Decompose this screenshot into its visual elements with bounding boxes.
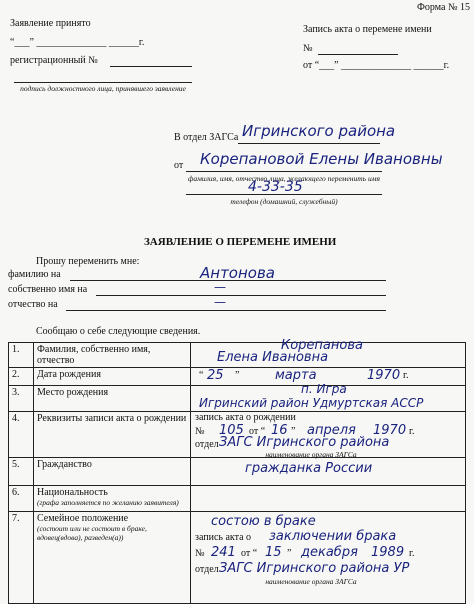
- table-row: [9, 458, 466, 486]
- to-line: [238, 143, 380, 144]
- record-date-line: от “___” ______________ ______г.: [303, 60, 450, 71]
- reg-number-line: [110, 66, 192, 67]
- table-row: [9, 486, 466, 512]
- row-number: 2.: [9, 368, 34, 386]
- first-name-line: [96, 295, 386, 296]
- row-number: 6.: [9, 486, 34, 512]
- marital-status-value: состою в браке: [211, 514, 316, 529]
- birth-record-office: ЗАГС Игринского района: [219, 435, 390, 450]
- surname-value: Антонова: [200, 264, 275, 282]
- from-caption: фамилия, имя, отчество лица, желающего переменить имя: [188, 174, 380, 183]
- form-number: Форма № 15: [417, 2, 470, 13]
- row-label: Реквизиты записи акта о рождении: [34, 412, 191, 458]
- table-row: [9, 512, 466, 604]
- birth-month: марта: [275, 368, 317, 383]
- row-label: Семейное положение: [37, 513, 129, 524]
- birth-day: 25: [207, 368, 224, 383]
- accepted-date-line: “___” ______________ ______г.: [10, 37, 145, 48]
- birth-record-day: 16: [271, 423, 288, 438]
- record-label: Запись акта о перемене имени: [303, 24, 432, 35]
- birth-record-cell: запись акта о рождении № 105 от “ 16 ” апреля 1970 г. отдел ЗАГС Игринского района наименование органа ЗАГСа: [191, 412, 466, 458]
- citizenship-value: гражданка России: [245, 461, 373, 476]
- full-name-cell: [191, 338, 466, 368]
- row-label: Фамилия, собственно имя, отчество: [34, 343, 191, 368]
- from-label: от: [174, 160, 184, 171]
- table-row: [9, 343, 466, 368]
- row-number: 3.: [9, 386, 34, 412]
- info-intro: Сообщаю о себе следующие сведения.: [36, 326, 201, 337]
- record-number-line: [318, 54, 398, 55]
- birth-place-town: п. Игра: [301, 382, 347, 396]
- row-number: 1.: [9, 343, 34, 368]
- citizenship-cell: [191, 458, 466, 486]
- row-number: 4.: [9, 412, 34, 458]
- signature-line: [14, 82, 192, 83]
- personal-info-table: [8, 338, 466, 604]
- patronymic-label: отчество на: [8, 299, 58, 310]
- marital-cell: состою в браке запись акта о заключении брака № 241 от “ 15 ” декабря 1989 г. отдел ЗАГС Игринского района УР наименование органа ЗАГСа: [191, 512, 466, 604]
- nationality-label-cell: [34, 486, 191, 512]
- birth-date-cell: “ 25 ” марта 1970 г.: [191, 368, 466, 386]
- table-row: [9, 412, 466, 458]
- reg-number-label: регистрационный №: [10, 55, 98, 66]
- marriage-record-office: ЗАГС Игринского района УР: [219, 561, 410, 576]
- from-line: [186, 171, 382, 172]
- from-value: Корепановой Елены Ивановны: [200, 150, 443, 168]
- phone-caption: телефон (домашний, служебный): [230, 197, 338, 206]
- accepted-label: Заявление принято: [10, 18, 91, 29]
- nationality-cell: [191, 486, 466, 512]
- full-name-given: Елена Ивановна: [217, 350, 329, 365]
- marriage-record-caption: наименование органа ЗАГСа: [265, 577, 357, 586]
- signature-caption: подпись должностного лица, принявшего заявление: [20, 84, 186, 93]
- row-label: Место рождения: [34, 386, 191, 412]
- birth-place-region: Игринский район Удмуртская АССР: [199, 396, 424, 410]
- birth-year: 1970: [367, 368, 401, 383]
- row-label: Гражданство: [34, 458, 191, 486]
- birth-record-caption: наименование органа ЗАГСа: [265, 450, 357, 459]
- marital-label-cell: [34, 512, 191, 604]
- phone-value: 4-33-35: [248, 179, 303, 195]
- marriage-record-month: декабря: [301, 545, 358, 560]
- request-intro: Прошу переменить мне:: [36, 256, 140, 267]
- surname-label: фамилию на: [8, 269, 61, 280]
- record-number-label: №: [303, 43, 313, 54]
- to-value: Игринского района: [242, 122, 396, 140]
- row-number: 5.: [9, 458, 34, 486]
- birth-record-number: 105: [219, 423, 244, 438]
- row-sublabel: (состоит или не состоит в браке, вдовец(вдова), разведен(а)): [37, 524, 147, 542]
- birth-place-cell: [191, 382, 466, 412]
- first-name-value: —: [214, 280, 226, 294]
- marriage-record-year: 1989: [371, 545, 405, 560]
- marriage-act-type: заключении брака: [269, 529, 397, 544]
- first-name-label: собственно имя на: [8, 284, 88, 295]
- row-label: Дата рождения: [34, 368, 191, 386]
- patronymic-line: [66, 310, 386, 311]
- marriage-record-number: 241: [211, 545, 236, 560]
- row-label: Национальность: [37, 487, 108, 498]
- document-title: ЗАЯВЛЕНИЕ О ПЕРЕМЕНЕ ИМЕНИ: [144, 236, 337, 248]
- patronymic-value: —: [214, 295, 226, 309]
- row-sublabel: (графа заполняется по желанию заявителя): [37, 498, 179, 507]
- birth-record-year: 1970: [373, 423, 407, 438]
- table-row: [9, 368, 466, 386]
- marriage-record-day: 15: [265, 545, 282, 560]
- birth-record-month: апреля: [307, 423, 356, 438]
- to-label: В отдел ЗАГСа: [174, 132, 239, 143]
- table-row: [9, 386, 466, 412]
- row-number: 7.: [9, 512, 34, 604]
- birth-year-suffix: г.: [403, 370, 409, 381]
- full-name-surname: Корепанова: [281, 338, 363, 353]
